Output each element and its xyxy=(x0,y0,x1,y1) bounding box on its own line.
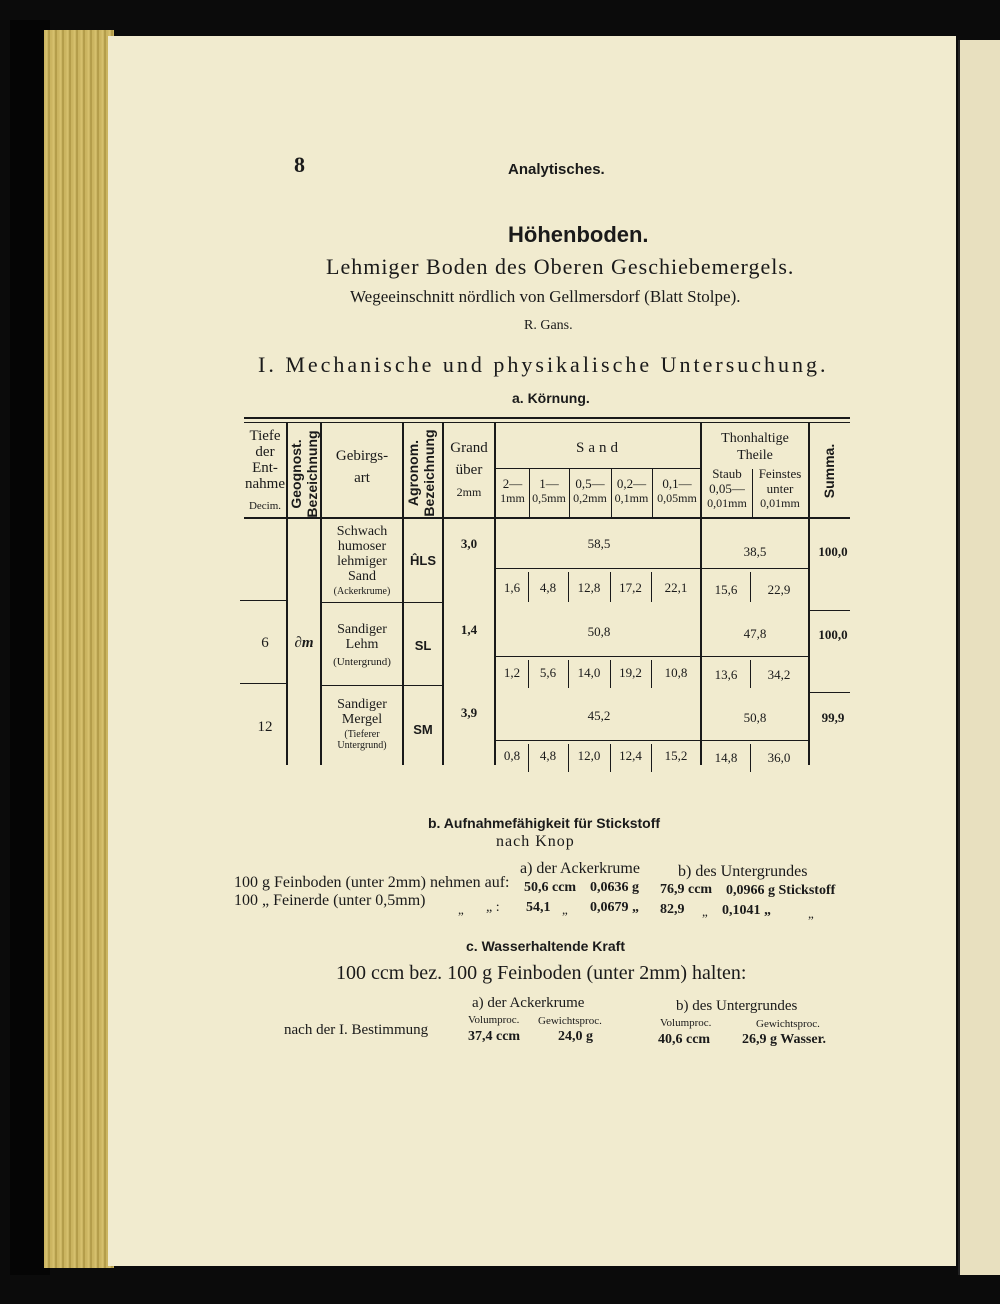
location: Wegeeinschnitt nördlich von Gellmersdorf (Blatt Stolpe). xyxy=(350,287,741,306)
section-c-subtitle: 100 ccm bez. 100 g Feinboden (unter 2mm) halten: xyxy=(336,962,747,984)
row1-summa: 100,0 xyxy=(818,544,848,559)
hdr-gebirgsart xyxy=(322,445,402,489)
b-line1-b-ccm: 76,9 ccm xyxy=(660,882,713,897)
next-page-edge xyxy=(958,40,1000,1275)
row1-note: (Ackerkrume) xyxy=(333,586,391,597)
row2-ga-l2: Lehm xyxy=(345,637,379,652)
hdr-summa: Summa. xyxy=(821,443,837,499)
c-row-label: nach der I. Bestimmung xyxy=(284,1022,429,1038)
b-line2-label: 100 „ Feinerde (unter 0,5mm) xyxy=(234,892,426,909)
row3-grand: 3,9 xyxy=(460,705,478,720)
row2-sand-1: 1,2 xyxy=(503,665,521,680)
row3-note-l2: Untergrund) xyxy=(337,740,387,751)
c-b-vol: 40,6 ccm xyxy=(658,1032,711,1047)
table-top-rule xyxy=(244,417,850,419)
row3-inner-rule xyxy=(494,740,810,741)
row1-grand: 3,0 xyxy=(460,536,478,551)
row2-feinstes: 34,2 xyxy=(767,667,791,682)
depth-6: 6 xyxy=(261,635,269,651)
row1-sand-5: 22,1 xyxy=(664,580,688,595)
book-page xyxy=(108,36,956,1266)
hdr-sand-4b: 0,1mm xyxy=(614,491,649,505)
hdr-decim: Decim. xyxy=(248,500,282,512)
b-line2-ditto2: „ : xyxy=(486,900,500,915)
row3-agronom: SM xyxy=(413,722,433,737)
hdr-sand-5 xyxy=(652,476,702,506)
hdr-staub-l1: Staub xyxy=(712,466,742,481)
b-line2-a-ccm: 54,1 xyxy=(526,900,551,915)
row3-feinstes: 36,0 xyxy=(767,750,791,765)
hdr-sand-1 xyxy=(496,476,529,506)
hdr-tiefe-l3: Ent- xyxy=(252,460,278,476)
hdr-sand-2b: 0,5mm xyxy=(532,491,566,505)
row-sep-1b xyxy=(808,610,850,611)
hdr-sand-1b: 1mm xyxy=(500,491,525,505)
row3-ga-l1: Sandiger xyxy=(337,697,387,712)
row2-sand-4: 19,2 xyxy=(619,665,642,680)
subtitle: Lehmiger Boden des Oberen Geschiebemergels. xyxy=(326,254,795,279)
running-title: Analytisches. xyxy=(508,161,605,178)
b-line2-b-g: 0,1041 „ xyxy=(722,903,771,918)
section-c-col-a: a) der Ackerkrume xyxy=(472,995,585,1011)
row-sep-1a xyxy=(320,602,444,603)
section-b-title: b. Aufnahmefähigkeit für Stickstoff xyxy=(428,815,661,831)
row-sep-2b xyxy=(808,692,850,693)
depth-12: 12 xyxy=(257,719,273,735)
row2-ga-l1: Sandiger xyxy=(337,622,387,637)
hdr-sand-2a: 1— xyxy=(539,476,559,491)
row-sep-depth-2 xyxy=(240,683,288,684)
row2-sand-5: 10,8 xyxy=(664,665,688,680)
row1-gebirgsart xyxy=(322,524,402,599)
b-line2-b-ccm: 82,9 xyxy=(660,902,685,917)
row3-sand-1: 0,8 xyxy=(503,748,521,763)
c-b-volumproc: Volumproc. xyxy=(660,1017,712,1029)
sand-sub-rule xyxy=(496,468,702,469)
row1-inner-rule xyxy=(494,568,810,569)
row1-ga-l2: humoser xyxy=(337,539,387,554)
hdr-sand-4a: 0,2— xyxy=(616,476,647,491)
row1-feinstes: 22,9 xyxy=(767,582,791,597)
page-title: Höhenboden. xyxy=(508,222,649,247)
c-a-gewichtsproc: Gewichtsproc. xyxy=(538,1015,602,1027)
row2-thon-total: 47,8 xyxy=(743,626,767,641)
b-line2-quote2: „ xyxy=(702,904,708,919)
row2-agronom: SL xyxy=(414,638,432,653)
row3-gebirgsart xyxy=(322,697,402,751)
row3-summa: 99,9 xyxy=(821,710,845,725)
hdr-thon-l1: Thonhaltige xyxy=(721,431,789,446)
c-a-vol: 37,4 ccm xyxy=(468,1029,521,1044)
row2-gebirgsart xyxy=(322,622,402,670)
hdr-sand-3a: 0,5— xyxy=(575,476,605,491)
hdr-staub-l2: 0,05— xyxy=(709,481,745,496)
row1-thon-total: 38,5 xyxy=(743,544,767,559)
section-c-col-b: b) des Untergrundes xyxy=(676,998,798,1014)
row1-sand-total: 58,5 xyxy=(587,536,611,551)
b-line2-quote1: „ xyxy=(562,902,568,917)
hdr-feinstes-l1: Feinstes xyxy=(758,466,802,481)
vline-3 xyxy=(402,423,404,765)
b-line2-ditto1: „ xyxy=(458,902,464,917)
c-b-gewichtsproc: Gewichtsproc. xyxy=(756,1018,820,1030)
table-header-rule xyxy=(244,517,850,519)
row2-inner-rule xyxy=(494,656,810,657)
b-line2-quote3: „ xyxy=(808,906,814,921)
hdr-tiefe-l2: der xyxy=(255,444,275,460)
row1-ga-l3: lehmiger xyxy=(337,554,387,569)
c-a-volumproc: Volumproc. xyxy=(468,1014,520,1026)
row1-sand-2: 4,8 xyxy=(539,580,557,595)
hdr-sand-2 xyxy=(529,476,569,506)
b-line1-a-g: 0,0636 g xyxy=(590,880,639,895)
table-top-rule-2 xyxy=(244,422,850,423)
row1-sand-3: 12,8 xyxy=(577,580,601,595)
row2-summa: 100,0 xyxy=(818,627,848,642)
c-b-gew: 26,9 g Wasser. xyxy=(742,1032,827,1047)
hdr-tiefe-l4: nahme xyxy=(245,476,285,492)
row-sep-2a xyxy=(320,685,444,686)
hdr-staub xyxy=(702,466,752,511)
hdr-feinstes xyxy=(752,466,808,511)
section-b-subtitle: nach Knop xyxy=(496,833,575,850)
row2-note: (Untergrund) xyxy=(333,656,391,668)
row1-agronom: ĤLS xyxy=(410,553,436,568)
row2-sand-2: 5,6 xyxy=(539,665,557,680)
hdr-feinstes-l3: 0,01mm xyxy=(760,496,800,510)
hdr-sand-5b: 0,05mm xyxy=(657,491,697,505)
page-edges xyxy=(44,30,114,1268)
hdr-sand: Sand xyxy=(576,440,622,456)
b-line1-a-ccm: 50,6 ccm xyxy=(524,880,577,895)
b-line2-a-g: 0,0679 „ xyxy=(590,900,639,915)
hdr-grand xyxy=(443,437,495,503)
row-sep-depth-1 xyxy=(240,600,288,601)
row1-sand-1: 1,6 xyxy=(503,580,521,595)
c-a-gew: 24,0 g xyxy=(558,1029,593,1044)
hdr-grand-l2: über xyxy=(455,462,483,478)
section-b-col-a: a) der Ackerkrume xyxy=(520,860,640,877)
hdr-agronom: Agronom. Bezeichnung xyxy=(405,429,437,517)
hdr-sand-1a: 2— xyxy=(502,476,523,491)
b-line1-label: 100 g Feinboden (unter 2mm) nehmen auf: xyxy=(234,874,510,891)
hdr-sand-3b: 0,2mm xyxy=(573,491,607,505)
row3-staub: 14,8 xyxy=(714,750,738,765)
hdr-grand-l1: Grand xyxy=(450,440,488,456)
b-line1-b-g: 0,0966 g Stickstoff xyxy=(726,883,836,898)
section-heading-1: I. Mechanische und physikalische Untersuchung. xyxy=(258,352,829,377)
geognost-value: ∂m xyxy=(294,635,314,651)
page-number: 8 xyxy=(294,152,305,177)
hdr-thon xyxy=(702,430,808,464)
hdr-grand-l3: 2mm xyxy=(456,485,482,499)
section-c-title: c. Wasserhaltende Kraft xyxy=(466,938,625,954)
hdr-sand-4 xyxy=(611,476,652,506)
row1-ga-l4: Sand xyxy=(348,569,376,584)
row2-staub: 13,6 xyxy=(714,667,738,682)
section-b-col-b: b) des Untergrundes xyxy=(678,863,808,880)
row1-sand-4: 17,2 xyxy=(619,580,642,595)
hdr-thon-l2: Theile xyxy=(737,448,773,463)
hdr-staub-l3: 0,01mm xyxy=(707,496,747,510)
row3-thon-total: 50,8 xyxy=(743,710,767,725)
row2-grand: 1,4 xyxy=(460,622,478,637)
hdr-feinstes-l2: unter xyxy=(766,481,794,496)
hdr-tiefe xyxy=(243,428,287,492)
row3-note-l1: (Tieferer xyxy=(344,729,380,740)
row3-sand-total: 45,2 xyxy=(587,708,611,723)
row1-ga-l1: Schwach xyxy=(336,524,388,539)
row3-sand-4: 12,4 xyxy=(619,748,642,763)
row1-staub: 15,6 xyxy=(714,582,738,597)
row2-sand-total: 50,8 xyxy=(587,624,611,639)
row3-sand-2: 4,8 xyxy=(539,748,557,763)
hdr-tiefe-l1: Tiefe xyxy=(249,428,281,444)
row3-sand-5: 15,2 xyxy=(664,748,688,763)
hdr-gebirgsart-l1: Gebirgs- xyxy=(335,448,389,464)
hdr-sand-3 xyxy=(569,476,611,506)
hdr-geognost: Geognost. Bezeichnung xyxy=(288,430,320,518)
section-heading-a: a. Körnung. xyxy=(512,390,590,406)
row3-ga-l2: Mergel xyxy=(341,712,383,727)
hdr-sand-5a: 0,1— xyxy=(662,476,692,491)
hdr-gebirgsart-l2: art xyxy=(354,470,370,486)
author: R. Gans. xyxy=(524,318,573,333)
row3-sand-3: 12,0 xyxy=(577,748,601,763)
row2-sand-3: 14,0 xyxy=(577,665,601,680)
